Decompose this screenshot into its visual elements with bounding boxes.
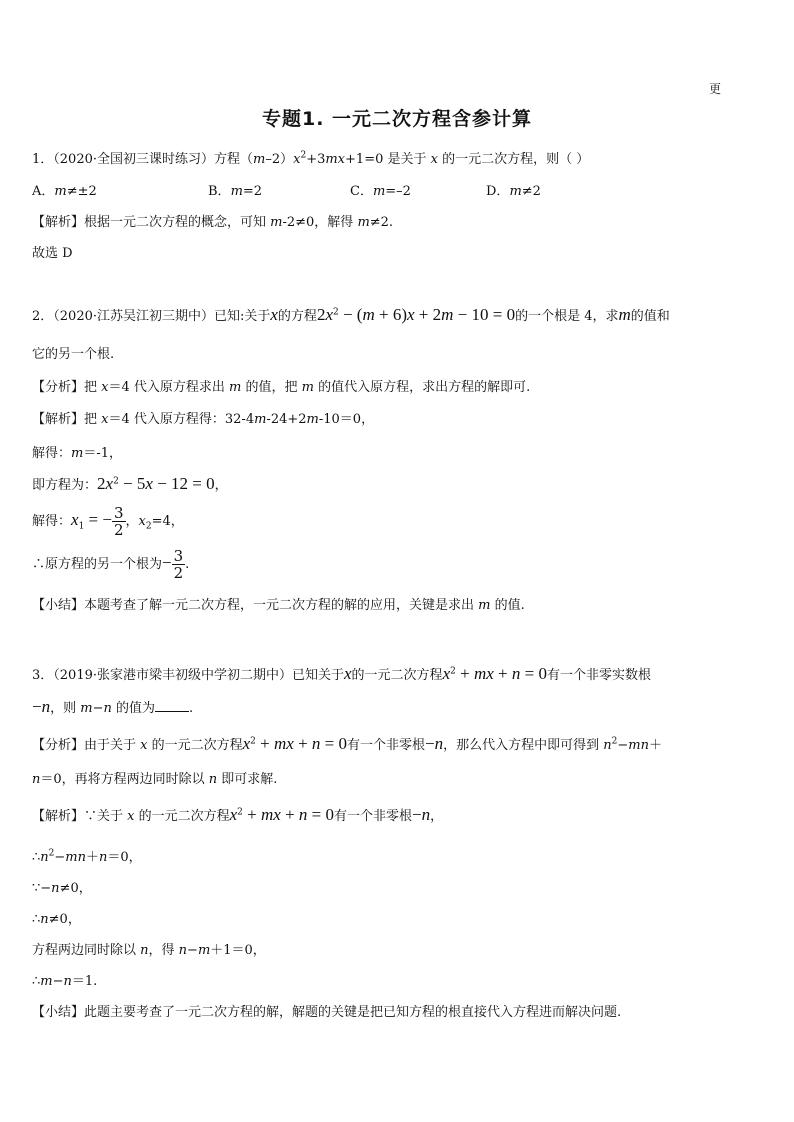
q3-step-3: ∴n≠0， xyxy=(32,912,81,927)
answer-blank xyxy=(155,699,189,712)
q1-answer: 故选 D xyxy=(32,246,73,261)
q1-option-a: A．m≠±2 xyxy=(32,184,97,199)
fraction-three-halves: $\frac{3}{2}$ xyxy=(113,504,124,539)
fraction-three-halves-2: $\frac{3}{2}$ xyxy=(173,547,184,582)
page-title: 专题1. 一元二次方程含参计算 xyxy=(261,108,533,130)
q2-roots: 解得：$x_1$ = − $\frac{3}{2}$ ，$x_2=4$， xyxy=(32,504,184,539)
q2-solve-m: 解得：m＝-1， xyxy=(32,446,123,461)
q2-analysis: 【分析】把 x＝4 代入原方程求出 m 的值，把 m 的值代入原方程，求出方程的解即可. xyxy=(32,380,531,395)
q2-other-root: ∴原方程的另一个根为− $\frac{3}{2}$ . xyxy=(32,547,190,582)
q3-summary: 【小结】此题主要考查了一元二次方程的解，解题的关键是把已知方程的根直接代入方程进而解决问题. xyxy=(32,1005,622,1020)
q2-stem-line1: 2．（2020·江苏吴江初三期中）已知:关于x的方程$2x^2 - (m + 6)x + 2m - 10 = 0$的一个根是 4，求m的值和 xyxy=(32,305,670,324)
q3-analysis-line1: 【分析】由于关于 x 的一元二次方程$x^2$ + mx + n = 0有一个非零根−n，那么代入方程中即可得到 $n^2-mn+$ xyxy=(32,734,662,753)
q3-analysis-line2: n＝0，再将方程两边同时除以 n 即可求解. xyxy=(32,772,278,787)
q1-option-b: B．m=2 xyxy=(208,184,263,199)
page-corner-mark: 更 xyxy=(709,82,722,96)
q1-option-d: D．m≠2 xyxy=(486,184,541,199)
q2-solution: 【解析】把 x＝4 代入原方程得：32-4m-24+2m-10＝0， xyxy=(32,412,375,427)
q1-analysis: 【解析】根据一元二次方程的概念，可知 m-2≠0，解得 m≠2. xyxy=(32,215,394,230)
q2-equation: 即方程为：$2x^2 - 5x - 12 = 0$， xyxy=(32,474,228,493)
q1-option-c: C．m=–2 xyxy=(350,184,411,199)
q3-solution: 【解析】∵关于 x 的一元二次方程$x^2$ + mx + n = 0有一个非零根−n， xyxy=(32,805,444,824)
q3-step-4: 方程两边同时除以 n，得 n−m＋1＝0， xyxy=(32,943,266,958)
q3-step-2: ∵−n≠0， xyxy=(32,881,92,896)
q2-stem-line2: 它的另一个根. xyxy=(32,347,115,362)
q3-stem-line2: −n，则 m−n 的值为 . xyxy=(32,697,194,716)
q3-stem-line1: 3．（2019·张家港市梁丰初级中学初二期中）已知关于x的一元二次方程$x^2$ + mx + n = 0有一个非零实数根 xyxy=(32,664,651,683)
q3-step-5: ∴m−n＝1. xyxy=(32,974,98,989)
q2-summary: 【小结】本题考查了解一元二次方程，一元二次方程的解的应用，关键是求出 m 的值. xyxy=(32,598,525,613)
q3-step-1: $\therefore n^2-mn+n=0$， xyxy=(32,848,142,865)
q1-stem: 1．（2020·全国初三课时练习）方程$(m-2)x^2+3mx+1=0$ 是关于 x 的一元二次方程，则（ ） xyxy=(32,150,590,167)
